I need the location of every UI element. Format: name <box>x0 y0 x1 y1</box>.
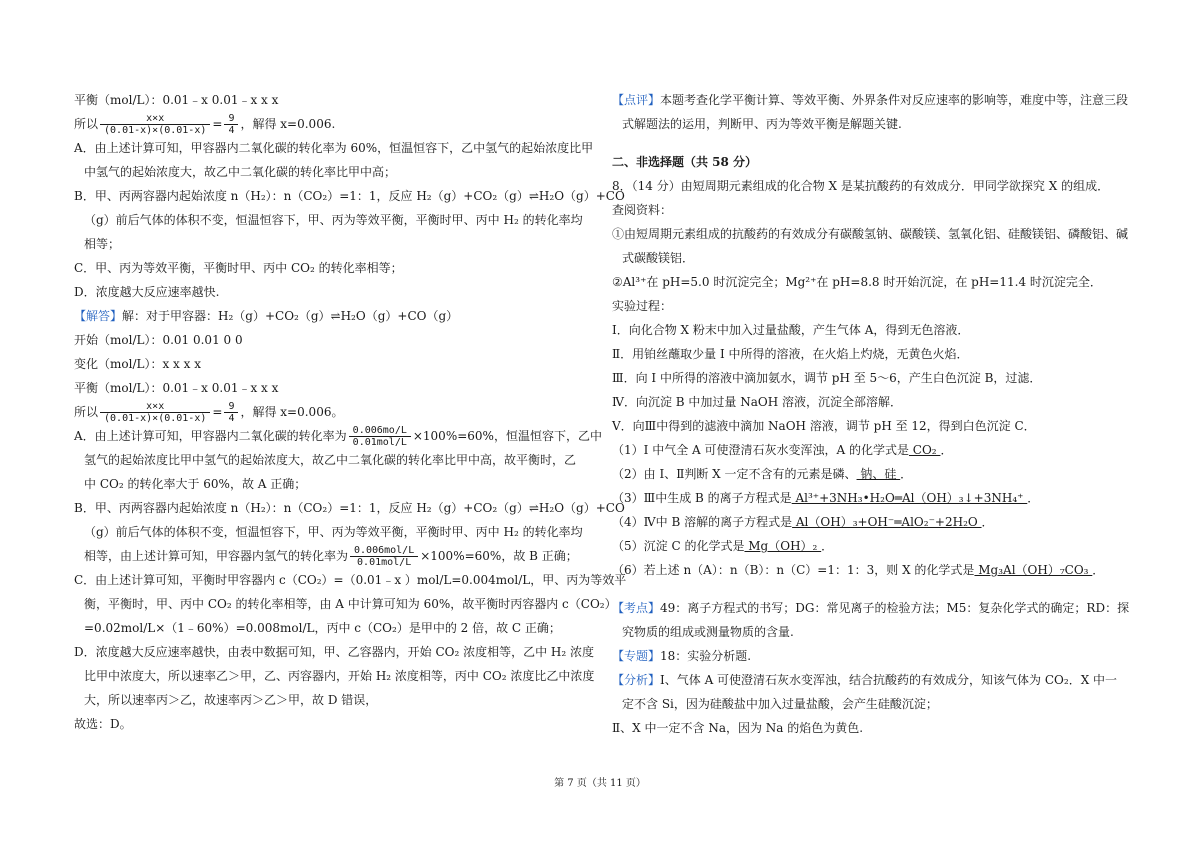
line-text: 实验过程： <box>612 299 673 313</box>
line-text: Ⅴ．向Ⅲ中得到的滤液中滴加 NaOH 溶液，调节 pH 至 12，得到白色沉淀 C． <box>612 419 1036 433</box>
line-text: 所以 <box>74 405 99 419</box>
text-line <box>74 88 594 112</box>
section-label: 【解答】 <box>74 309 123 323</box>
line-text: （g）前后气体的体积不变，恒温恒容下，甲、丙为等效平衡，平衡时甲、丙中 H₂ 的转化率均 <box>84 525 583 539</box>
text-line <box>612 668 1132 692</box>
spacer <box>612 582 1132 596</box>
text-line <box>74 208 594 232</box>
line-text: =0.02mol/L×（1﹣60%）=0.008mol/L，丙中 c（CO₂）是甲中的 2 倍，故 C 正确； <box>84 621 561 635</box>
text-line <box>612 534 1132 558</box>
text-line <box>612 510 1132 534</box>
line-text: 本题考查化学平衡计算、等效平衡、外界条件对反应速率的影响等，难度中等，注意三段 <box>660 93 1129 107</box>
line-text: 比甲中浓度大，所以速率乙＞甲，乙、丙容器内，开始 H₂ 浓度相等，丙中 CO₂ 浓度比乙中浓度 <box>84 669 595 683</box>
text-line <box>74 568 627 592</box>
fraction-denominator: 0.01mol/L <box>357 557 412 568</box>
line-text: 中 CO₂ 的转化率大于 60%，故 A 正确； <box>84 477 307 491</box>
fraction-denominator: (0.01-x)×(0.01-x) <box>104 125 207 136</box>
line-text: 查阅资料： <box>612 203 673 217</box>
equals-sign: = <box>212 117 223 131</box>
text-line <box>612 596 1132 620</box>
line-text: 解：对于甲容器：H₂（g）+CO₂（g）⇌H₂O（g）+CO（g） <box>122 309 459 323</box>
text-line <box>74 688 594 712</box>
line-text: I．向化合物 X 粉末中加入过量盐酸，产生气体 A，得到无色溶液． <box>612 323 970 337</box>
line-text: 所以 <box>74 117 99 131</box>
section-label: 【专题】 <box>612 649 661 663</box>
line-text: ①由短周期元素组成的抗酸药的有效成分有碳酸氢钠、碳酸镁、氢氧化铝、硅酸镁铝、磷酸铝、碱 <box>612 227 1129 241</box>
text-line <box>74 424 602 448</box>
text-line <box>612 366 1132 390</box>
spacer <box>612 136 1132 150</box>
line-text: 故选：D。 <box>74 717 132 731</box>
fraction-denominator: 4 <box>228 125 235 136</box>
line-text: D．浓度越大反应速率越快，由表中数据可知，甲、乙容器内，开始 CO₂ 浓度相等，乙中 H₂ 浓度 <box>74 645 594 659</box>
section-label: 【考点】 <box>612 601 661 615</box>
line-tail: ． <box>821 539 834 553</box>
text-line <box>612 414 1132 438</box>
line-text: 8．（14 分）由短周期元素组成的化合物 X 是某抗酸药的有效成分．甲同学欲探究 X 的组成． <box>612 179 1110 193</box>
line-text: Ⅰ、气体 A 可使澄清石灰水变浑浊，结合抗酸药的有效成分，知该气体为 CO₂．X 中一 <box>660 673 1118 687</box>
text-line <box>74 256 594 280</box>
line-text: 定不含 Si，因为硅酸盐中加入过量盐酸，会产生硅酸沉淀； <box>622 697 938 711</box>
text-line <box>612 462 1132 486</box>
line-text: B．甲、丙两容器内起始浓度 n（H₂）：n（CO₂）=1：1，反应 H₂（g）+CO₂（g）⇌H₂O（g）+CO <box>74 189 625 203</box>
text-line <box>74 520 594 544</box>
section-label: 【点评】 <box>612 93 661 107</box>
text-line <box>612 644 1132 668</box>
answer-blank: Al（OH）₃+OH⁻═AlO₂⁻+2H₂O <box>792 515 982 529</box>
equals-sign: = <box>212 405 223 419</box>
text-line <box>612 486 1132 510</box>
text-line <box>612 198 1132 222</box>
line-tail: ×100%=60%，恒温恒容下，乙中 <box>412 429 602 443</box>
text-line <box>74 712 594 736</box>
line-text: （2）由 I、Ⅱ判断 X 一定不含有的元素是磷、 <box>612 467 857 481</box>
text-line <box>612 692 1132 716</box>
line-text: 二、非选择题（共 58 分） <box>612 155 758 169</box>
right-column <box>612 88 1132 740</box>
line-text: （4）Ⅳ中 B 溶解的离子方程式是 <box>612 515 793 529</box>
line-tail: ． <box>981 515 994 529</box>
fraction-numerator: 9 <box>224 113 238 125</box>
text-line <box>612 294 1132 318</box>
line-text: （1）I 中气全 A 可使澄清石灰水变浑浊，A 的化学式是 <box>612 443 909 457</box>
line-tail: ． <box>900 467 913 481</box>
fraction-numerator: 9 <box>224 401 238 413</box>
text-line <box>74 232 594 256</box>
line-text: A．由上述计算可知，甲容器内二氧化碳的转化率为 <box>74 429 347 443</box>
text-line <box>74 352 594 376</box>
page-footer: 第 7 页（共 11 页） <box>554 778 646 789</box>
text-line <box>74 184 625 208</box>
text-line <box>612 318 1132 342</box>
line-text: C．由上述计算可知，平衡时甲容器内 c（CO₂）=（0.01﹣x ）mol/L=0.004mol/L，甲、丙为等效平 <box>74 573 627 587</box>
text-line <box>612 270 1132 294</box>
text-line <box>612 112 1132 136</box>
text-line <box>74 616 594 640</box>
line-text: Ⅱ、X 中一定不含 Na，因为 Na 的焰色为黄色. <box>612 721 864 735</box>
answer-blank: Mg₃Al（OH）₇CO₃ <box>974 563 1093 577</box>
line-tail: ． <box>1027 491 1040 505</box>
text-line <box>74 160 594 184</box>
text-line <box>74 640 594 664</box>
line-text: 大，所以速率丙＞乙，故速率丙＞乙＞甲，故 D 错误， <box>84 693 378 707</box>
line-text: C．甲、丙为等效平衡，平衡时甲、丙中 CO₂ 的转化率相等； <box>74 261 403 275</box>
fraction-denominator: 4 <box>228 413 235 424</box>
text-line <box>74 328 594 352</box>
text-line <box>74 448 594 472</box>
line-tail: ，解得 x=0.006. <box>240 117 336 131</box>
section-label: 【分析】 <box>612 673 661 687</box>
line-text: 开始（mol/L）：0.01 0.01 0 0 <box>74 333 243 347</box>
text-line <box>74 472 594 496</box>
text-line <box>74 592 617 616</box>
text-line <box>612 222 1132 246</box>
line-text: Ⅱ．用铂丝蘸取少量 I 中所得的溶液，在火焰上灼烧，无黄色火焰． <box>612 347 969 361</box>
text-line <box>74 304 594 328</box>
line-tail: ． <box>1092 563 1105 577</box>
text-line <box>74 496 625 520</box>
text-line <box>74 112 594 136</box>
line-tail: ，解得 x=0.006。 <box>240 405 344 419</box>
answer-blank: Al³⁺+3NH₃•H₂O═Al（OH）₃↓+3NH₄⁺ <box>791 491 1028 505</box>
fraction <box>100 401 210 424</box>
text-line <box>612 88 1132 112</box>
text-line <box>74 136 594 160</box>
line-text: 式解题法的运用，判断甲、丙为等效平衡是解题关键. <box>622 117 902 131</box>
line-text: （5）沉淀 C 的化学式是 <box>612 539 745 553</box>
text-line <box>612 558 1132 582</box>
answer-blank: 钠、硅 <box>856 467 901 481</box>
line-text: 式碳酸镁铝． <box>622 251 695 265</box>
text-line <box>612 342 1132 366</box>
text-line <box>74 544 594 568</box>
line-text: 变化（mol/L）：x x x x <box>74 357 201 371</box>
line-tail: ×100%=60%，故 B 正确； <box>420 549 578 563</box>
fraction <box>100 113 210 136</box>
text-line <box>612 390 1132 414</box>
line-text: 氢气的起始浓度比甲中氢气的起始浓度大，故乙中二氧化碳的转化率比甲中高，故平衡时，乙 <box>84 453 577 467</box>
line-text: B．甲、丙两容器内起始浓度 n（H₂）：n（CO₂）=1：1，反应 H₂（g）+CO₂（g）⇌H₂O（g）+CO <box>74 501 625 515</box>
line-text: 究物质的组成或测量物质的含量. <box>622 625 794 639</box>
line-text: 18：实验分析题. <box>660 649 752 663</box>
line-text: D．浓度越大反应速率越快. <box>74 285 220 299</box>
text-line <box>74 376 594 400</box>
fraction <box>224 113 238 136</box>
fraction <box>349 425 411 448</box>
line-tail: ． <box>940 443 953 457</box>
answer-blank: Mg（OH）₂ <box>744 539 822 553</box>
text-line <box>74 400 594 424</box>
line-text: 平衡（mol/L）：0.01﹣x 0.01﹣x x x <box>74 381 279 395</box>
text-line <box>74 664 594 688</box>
line-text: 平衡（mol/L）：0.01﹣x 0.01﹣x x x <box>74 93 279 107</box>
text-line <box>74 280 594 304</box>
fraction-numerator: x×x <box>100 113 210 125</box>
text-line <box>612 716 1132 740</box>
line-text: 衡，平衡时，甲、丙中 CO₂ 的转化率相等，由 A 中计算可知为 60%，故平衡时丙容器内 c（CO₂） <box>84 597 617 611</box>
answer-blank: CO₂ <box>908 443 941 457</box>
line-text: A．由上述计算可知，甲容器内二氧化碳的转化率为 60%，恒温恒容下，乙中氢气的起始浓度比甲 <box>74 141 594 155</box>
text-line <box>612 620 1132 644</box>
fraction-numerator: x×x <box>100 401 210 413</box>
fraction-denominator: (0.01-x)×(0.01-x) <box>104 413 207 424</box>
line-text: Ⅳ．向沉淀 B 中加过量 NaOH 溶液，沉淀全部溶解． <box>612 395 903 409</box>
line-text: 相等，由上述计算可知，甲容器内氢气的转化率为 <box>84 549 349 563</box>
fraction <box>350 545 418 568</box>
line-text: （g）前后气体的体积不变，恒温恒容下，甲、丙为等效平衡，平衡时甲、丙中 H₂ 的转化率均 <box>84 213 583 227</box>
line-text: （6）若上述 n（A）：n（B）：n（C）=1：1：3，则 X 的化学式是 <box>612 563 975 577</box>
line-text: ②Al³⁺在 pH=5.0 时沉淀完全；Mg²⁺在 pH=8.8 时开始沉淀，在 pH=11.4 时沉淀完全． <box>612 275 1102 289</box>
left-column <box>74 88 627 736</box>
line-text: 相等； <box>84 237 121 251</box>
fraction-denominator: 0.01mol/L <box>352 437 407 448</box>
line-text: 49：离子方程式的书写；DG：常见离子的检验方法；M5：复杂化学式的确定；RD：探 <box>660 601 1130 615</box>
fraction-numerator: 0.006mo/L <box>349 425 411 437</box>
line-text: 中氢气的起始浓度大，故乙中二氧化碳的转化率比甲中高； <box>84 165 397 179</box>
text-line <box>612 438 1132 462</box>
fraction <box>224 401 238 424</box>
text-line <box>612 174 1132 198</box>
text-line <box>612 246 1132 270</box>
line-text: Ⅲ．向 I 中所得的溶液中滴加氨水，调节 pH 至 5～6，产生白色沉淀 B，过滤． <box>612 371 1042 385</box>
text-line <box>612 150 1132 174</box>
fraction-numerator: 0.006mol/L <box>350 545 418 557</box>
line-text: （3）Ⅲ中生成 B 的离子方程式是 <box>612 491 792 505</box>
